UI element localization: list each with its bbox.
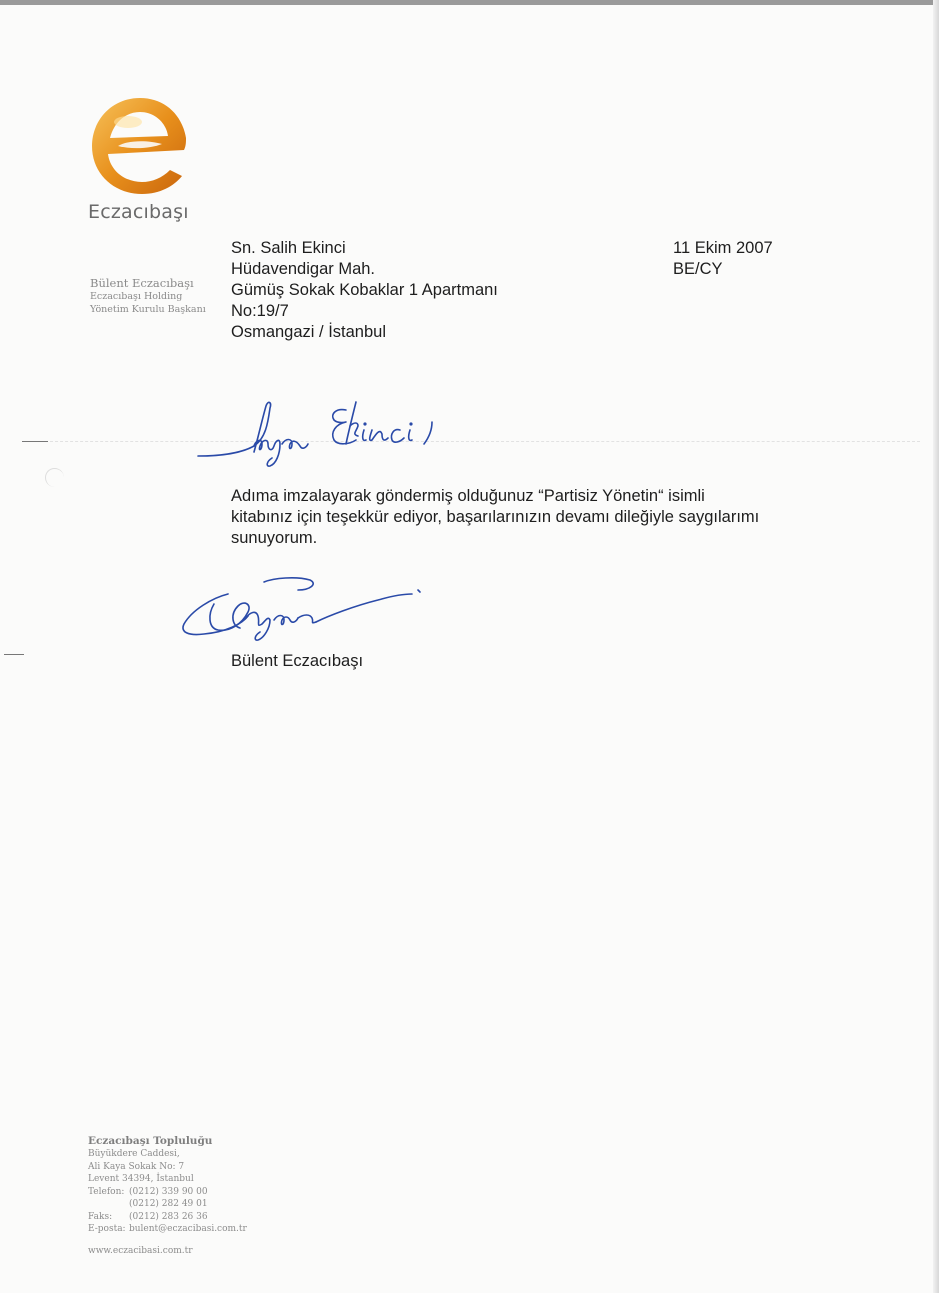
footer-label: Telefon: xyxy=(88,1186,125,1197)
footer-address-line: Büyükdere Caddesi, xyxy=(88,1149,180,1159)
fold-mark xyxy=(22,441,48,442)
footer-value: (0212) 283 26 36 xyxy=(129,1211,208,1222)
body-line: sunuyorum. xyxy=(231,529,318,547)
scan-edge-right xyxy=(933,0,939,1293)
address-line: Gümüş Sokak Kobaklar 1 Apartmanı xyxy=(231,281,498,299)
signatory-name: Bülent Eczacıbaşı xyxy=(231,652,364,670)
letter-reference: BE/CY xyxy=(673,260,723,278)
letter-date: 11 Ekim 2007 xyxy=(673,239,773,257)
footer-value: bulent@eczacibasi.com.tr xyxy=(129,1224,247,1234)
fold-line xyxy=(40,441,920,442)
footer-address-line: Levent 34394, İstanbul xyxy=(88,1174,194,1184)
footer-phone xyxy=(88,1186,247,1199)
address-line: No:19/7 xyxy=(231,302,289,320)
footer-website: www.eczacibasi.com.tr xyxy=(88,1245,193,1256)
sender-company: Eczacıbaşı Holding xyxy=(90,291,183,302)
letter-meta xyxy=(673,238,773,280)
handwritten-salutation xyxy=(196,394,446,468)
footer-value: (0212) 339 90 00 xyxy=(129,1186,208,1197)
logo-wordmark: Eczacıbaşı xyxy=(88,201,189,223)
sender-block xyxy=(90,276,220,316)
recipient-name: Sn. Salih Ekinci xyxy=(231,239,346,257)
eczacibasi-logo-icon xyxy=(88,94,192,198)
footer-value: (0212) 282 49 01 xyxy=(129,1199,208,1209)
footer-phone-2 xyxy=(88,1198,247,1211)
punch-mark xyxy=(4,654,24,655)
footer-label xyxy=(88,1198,129,1211)
recipient-address xyxy=(231,238,498,343)
sender-name: Bülent Eczacıbaşı xyxy=(90,276,194,290)
body-line: Adıma imzalayarak göndermiş olduğunuz “Partisiz Yönetin“ isimli xyxy=(231,487,705,505)
address-line: Hüdavendigar Mah. xyxy=(231,260,376,278)
footer-label: E-posta: xyxy=(88,1224,126,1234)
sender-title: Yönetim Kurulu Başkanı xyxy=(90,304,206,315)
footer-email xyxy=(88,1223,247,1236)
footer-fax xyxy=(88,1211,247,1224)
footer-address-line: Ali Kaya Sokak No: 7 xyxy=(88,1161,185,1172)
handwritten-signature xyxy=(178,570,428,642)
footer-contact xyxy=(88,1134,247,1257)
footer-label: Faks: xyxy=(88,1211,113,1222)
address-line: Osmangazi / İstanbul xyxy=(231,323,386,341)
body-line: kitabınız için teşekkür ediyor, başarılarınızın devamı dileğiyle saygılarımı xyxy=(231,508,760,526)
letter-body xyxy=(231,486,841,549)
punch-hole xyxy=(45,468,64,487)
footer-group-name: Eczacıbaşı Topluluğu xyxy=(88,1135,213,1147)
scan-edge-top xyxy=(0,0,939,5)
